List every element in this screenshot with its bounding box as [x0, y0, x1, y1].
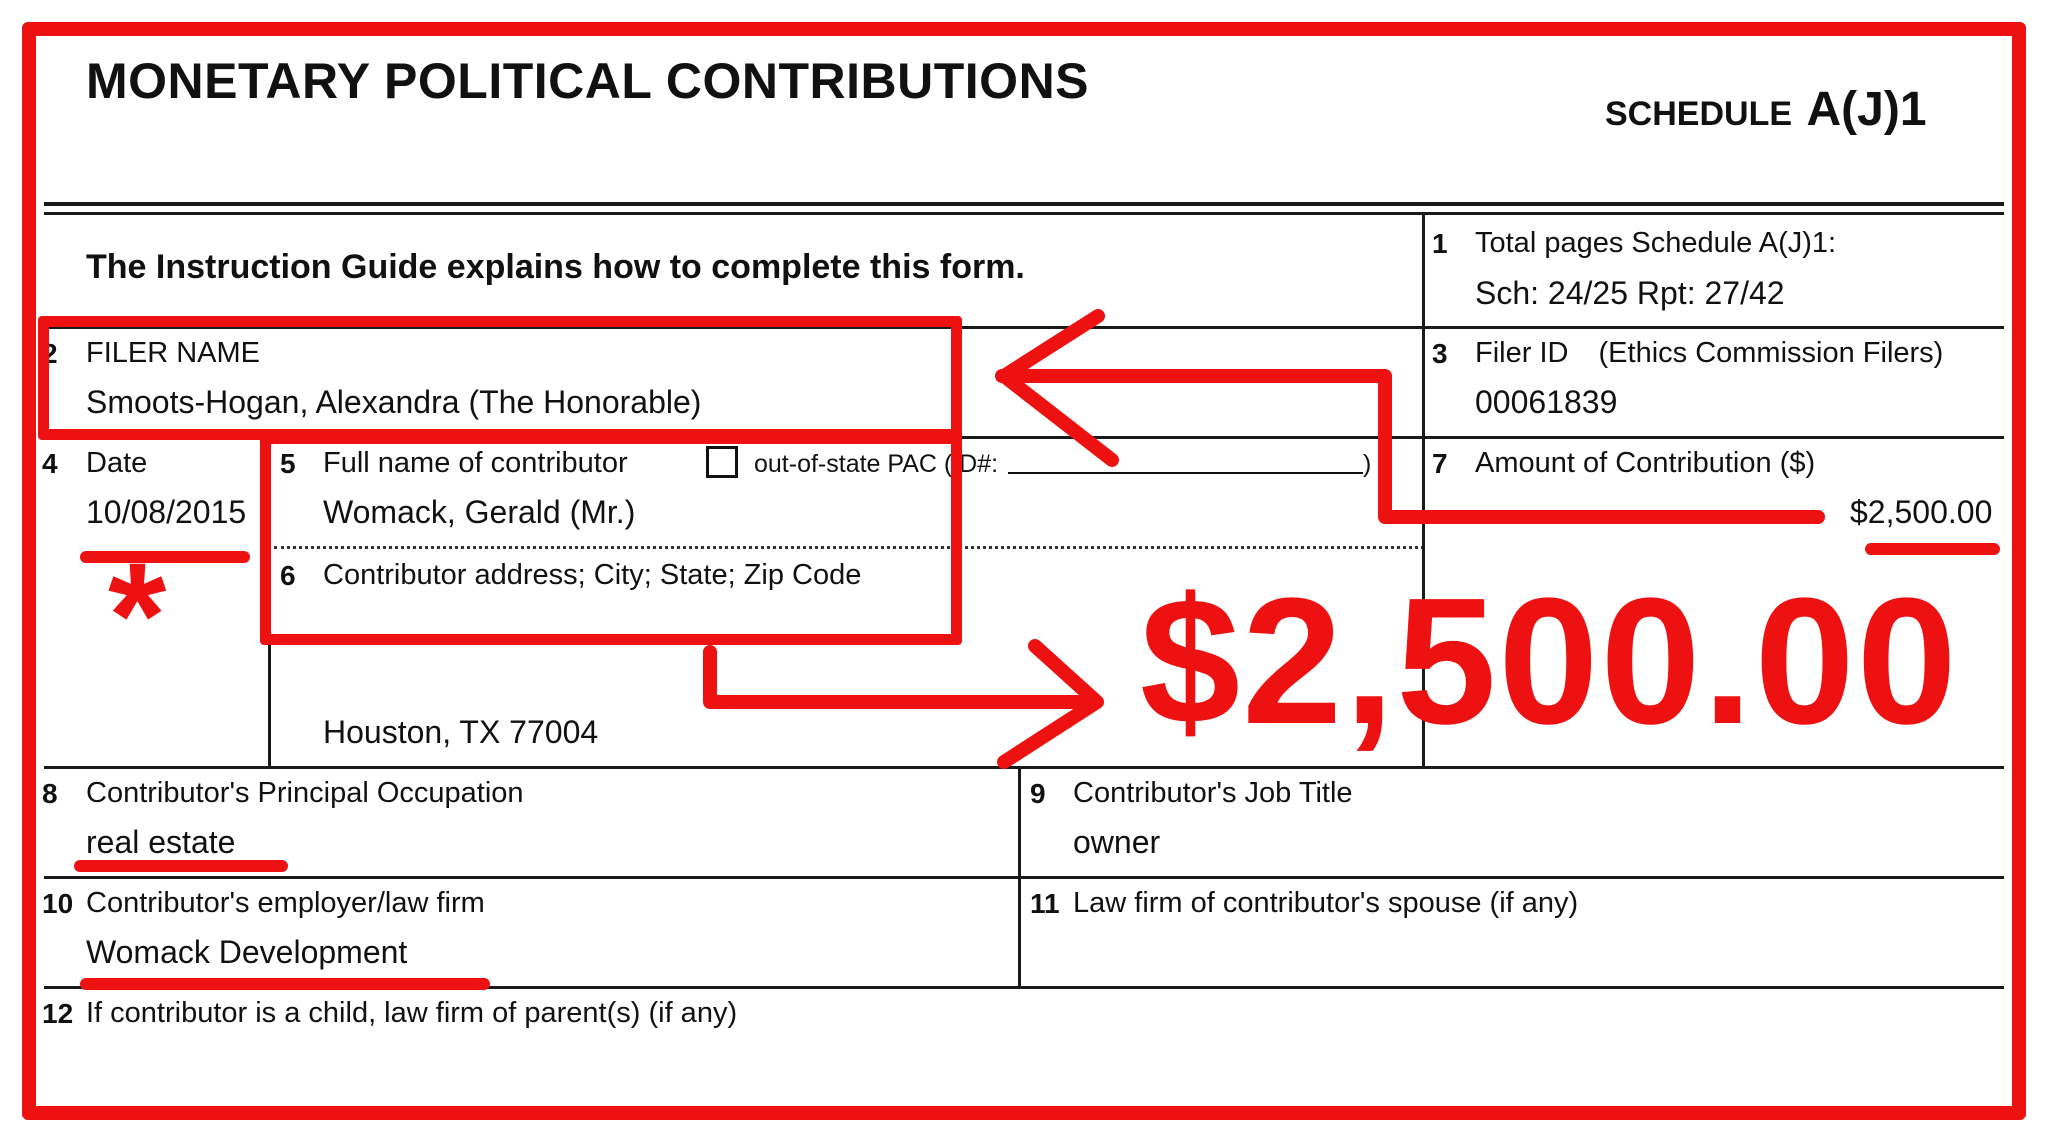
field-7-value: $2,500.00 [1850, 494, 1993, 530]
schedule-code: A(J)1 [1806, 83, 1927, 136]
schedule-word: SCHEDULE [1605, 95, 1793, 133]
field-9-value: owner [1073, 824, 1161, 860]
field-12-label: If contributor is a child, law firm of parent(s) (if any) [86, 997, 738, 1029]
field-11-label: Law firm of contributor's spouse (if any) [1073, 887, 1579, 919]
form-title: MONETARY POLITICAL CONTRIBUTIONS [86, 53, 1090, 109]
field-4-value: 10/08/2015 [86, 494, 247, 530]
red-asterisk-mark: * [108, 531, 167, 699]
field-10-label: Contributor's employer/law firm [86, 887, 485, 919]
arrow-head-filer [1004, 316, 1112, 460]
field-6-value: Houston, TX 77004 [323, 714, 599, 750]
field-11-number: 11 [1030, 888, 1060, 919]
field-5-label: Full name of contributor [323, 447, 628, 479]
instruction-text: The Instruction Guide explains how to complete this form. [86, 248, 1025, 286]
out-of-state-pac-label: out-of-state PAC (ID#: [754, 450, 999, 478]
field-8-value: real estate [86, 824, 236, 860]
field-9-label: Contributor's Job Title [1073, 777, 1353, 809]
field-1-label: Total pages Schedule A(J)1: [1475, 227, 1837, 259]
big-amount-annotation: $2,500.00 [1140, 561, 1959, 762]
field-1-number: 1 [1432, 228, 1448, 259]
field-10-value: Womack Development [86, 934, 408, 970]
field-3-label-note: (Ethics Commission Filers) [1598, 337, 1944, 369]
field-9-number: 9 [1030, 778, 1046, 809]
pac-id-close-paren: ) [1363, 450, 1372, 478]
field-1-value: Sch: 24/25 Rpt: 27/42 [1475, 275, 1785, 311]
field-4-number: 4 [42, 448, 58, 479]
field-2-number: 2 [42, 338, 58, 369]
field-2-label: FILER NAME [86, 337, 261, 369]
field-2-value: Smoots-Hogan, Alexandra (The Honorable) [86, 384, 702, 420]
field-12-number: 12 [42, 998, 74, 1029]
field-4-label: Date [86, 447, 148, 479]
field-10-number: 10 [42, 888, 74, 919]
field-3-value: 00061839 [1475, 384, 1618, 420]
field-6-number: 6 [280, 560, 296, 591]
field-7-number: 7 [1432, 448, 1448, 479]
field-5-number: 5 [280, 448, 296, 479]
field-8-number: 8 [42, 778, 58, 809]
arrow-amount-to-filer [1002, 376, 1818, 517]
field-5-value: Womack, Gerald (Mr.) [323, 494, 636, 530]
field-3-number: 3 [1432, 338, 1448, 369]
field-7-label: Amount of Contribution ($) [1475, 447, 1816, 479]
field-6-label: Contributor address; City; State; Zip Code [323, 559, 862, 591]
arrow-contributor-to-amount [710, 652, 1095, 702]
field-3-label-main: Filer ID [1475, 337, 1569, 369]
field-8-label: Contributor's Principal Occupation [86, 777, 524, 809]
